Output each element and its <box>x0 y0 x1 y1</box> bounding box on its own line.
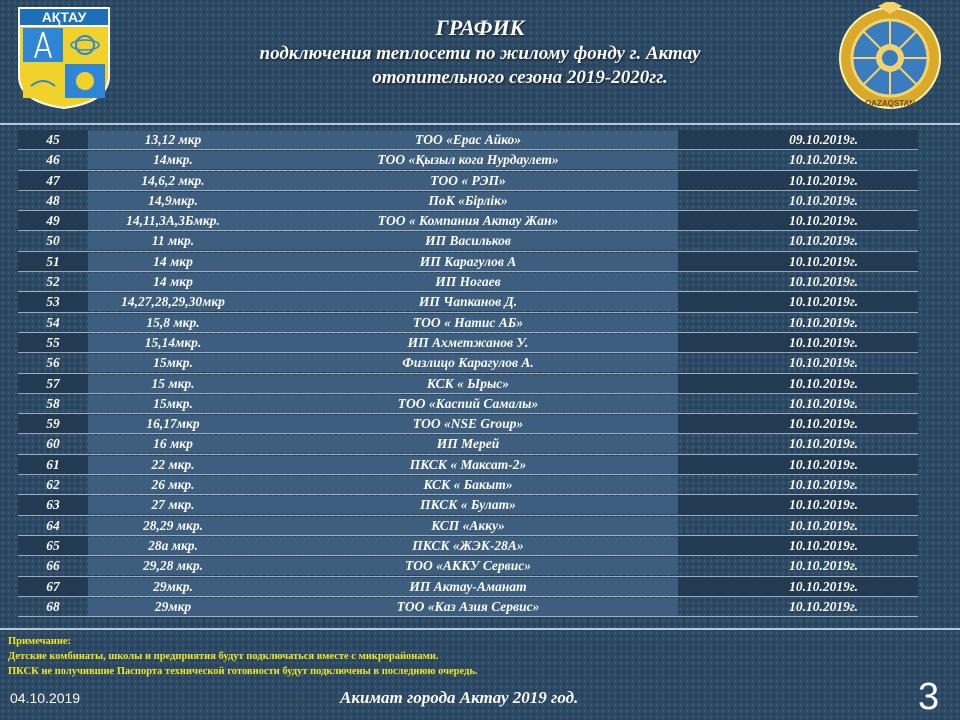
row-number: 67 <box>18 577 88 597</box>
table-row <box>18 556 918 576</box>
table-row <box>18 231 918 251</box>
row-organization: ТОО «Ерас Айко» <box>258 131 678 149</box>
row-organization: ТОО «Каспий Самалы» <box>258 395 678 413</box>
row-microdistrict: 22 мкр. <box>88 456 258 474</box>
row-organization: ИП Ахметжанов У. <box>258 334 678 352</box>
row-date: 10.10.2019г. <box>678 536 918 556</box>
row-microdistrict: 15,8 мкр. <box>88 314 258 332</box>
row-organization: Физлицо Карагулов А. <box>258 354 678 372</box>
row-date: 10.10.2019г. <box>789 233 858 249</box>
footer-title: Акимат города Актау 2019 год. <box>340 688 579 707</box>
row-microdistrict: 14,27,28,29,30мкр <box>88 293 258 311</box>
row-date: 10.10.2019г. <box>789 517 858 533</box>
row-organization: КСК « Бакыт» <box>258 476 678 494</box>
row-organization: ТОО «NSE Group» <box>258 415 678 433</box>
row-date: 10.10.2019г. <box>678 252 918 272</box>
row-number: 62 <box>46 477 60 493</box>
row-microdistrict: 11 мкр. <box>88 232 258 250</box>
table-row <box>18 455 918 475</box>
row-date: 09.10.2019г. <box>678 130 918 150</box>
row-number: 60 <box>46 436 60 452</box>
row-date: 10.10.2019г. <box>789 192 858 208</box>
row-microdistrict: 29мкр. <box>88 578 258 596</box>
row-number: 61 <box>18 455 88 475</box>
table-row <box>18 150 918 170</box>
page-subtitle: подключения теплосети по жилому фонду г. Актау <box>259 43 701 64</box>
row-microdistrict: 28а мкр. <box>88 537 258 555</box>
row-organization: ТОО « Натис АБ» <box>258 314 678 332</box>
row-number: 54 <box>46 314 60 330</box>
row-organization: ТОО « РЭП» <box>258 172 678 190</box>
title-block <box>150 14 810 90</box>
table-row <box>18 475 918 495</box>
aktau-city-emblem <box>15 6 113 110</box>
row-date: 10.10.2019г. <box>789 436 858 452</box>
row-organization: ТОО «АККУ Сервис» <box>258 557 678 575</box>
row-number: 63 <box>18 495 88 515</box>
row-date: 10.10.2019г. <box>678 495 918 515</box>
row-organization: ИП Мерей <box>258 435 678 453</box>
row-organization: ИП Васильков <box>258 232 678 250</box>
row-number: 45 <box>18 130 88 150</box>
table-row <box>18 577 918 597</box>
row-microdistrict: 15мкр. <box>88 354 258 372</box>
row-organization: ИП Карагулов А <box>258 253 678 271</box>
row-date: 10.10.2019г. <box>789 395 858 411</box>
row-date: 10.10.2019г. <box>789 152 858 168</box>
footer-date: 04.10.2019 <box>10 690 81 706</box>
table-row <box>18 171 918 191</box>
row-number: 53 <box>18 292 88 312</box>
row-date: 10.10.2019г. <box>789 314 858 330</box>
table-row <box>18 292 918 312</box>
emblem-caption: QAZAQSTAN <box>864 99 916 108</box>
row-number: 58 <box>46 395 60 411</box>
row-organization: ПКСК «ЖЭК-28А» <box>258 537 678 555</box>
row-microdistrict: 16,17мкр <box>88 415 258 433</box>
table-row <box>18 536 918 556</box>
row-microdistrict: 14,6,2 мкр. <box>88 172 258 190</box>
row-number: 52 <box>46 274 60 290</box>
row-organization: ТОО «Каз Азия Сервис» <box>258 598 678 616</box>
row-organization: ИП Актау-Аманат <box>258 578 678 596</box>
table-row <box>18 313 918 333</box>
row-microdistrict: 13,12 мкр <box>88 131 258 149</box>
page-title: ГРАФИК <box>435 15 525 40</box>
row-number: 56 <box>46 355 60 371</box>
page-number: 3 <box>918 676 940 718</box>
row-microdistrict: 15мкр. <box>88 395 258 413</box>
table-row <box>18 414 918 434</box>
row-number: 64 <box>46 517 60 533</box>
row-number: 65 <box>18 536 88 556</box>
row-date: 10.10.2019г. <box>678 414 918 434</box>
row-microdistrict: 29мкр <box>88 598 258 616</box>
notes-block <box>8 634 908 679</box>
row-microdistrict: 14,11,3А,3Бмкр. <box>88 212 258 230</box>
table-row <box>18 434 918 454</box>
row-number: 55 <box>18 333 88 353</box>
row-date: 10.10.2019г. <box>678 455 918 475</box>
emblem-text: АҚТАУ <box>41 9 87 25</box>
table-row <box>18 333 918 353</box>
table-row <box>18 597 918 617</box>
row-microdistrict: 15,14мкр. <box>88 334 258 352</box>
divider-top <box>0 123 960 125</box>
row-organization: ТОО « Компания Актау Жан» <box>258 212 678 230</box>
row-number: 46 <box>46 152 60 168</box>
table-row <box>18 272 918 292</box>
row-date: 10.10.2019г. <box>678 211 918 231</box>
row-date: 10.10.2019г. <box>789 477 858 493</box>
row-date: 10.10.2019г. <box>678 292 918 312</box>
row-microdistrict: 28,29 мкр. <box>88 517 258 535</box>
row-separator <box>18 616 918 617</box>
table-row <box>18 252 918 272</box>
row-number: 50 <box>46 233 60 249</box>
notes-title: Примечание: <box>8 636 72 647</box>
kazakhstan-state-emblem <box>838 2 942 114</box>
row-organization: ИП Чапканов Д. <box>258 293 678 311</box>
table-row <box>18 394 918 414</box>
table-row <box>18 130 918 150</box>
row-date: 10.10.2019г. <box>678 333 918 353</box>
row-number: 48 <box>46 192 60 208</box>
table-row <box>18 516 918 536</box>
row-number: 66 <box>46 558 60 574</box>
row-date: 10.10.2019г. <box>678 374 918 394</box>
row-microdistrict: 14мкр. <box>88 151 258 169</box>
row-organization: ТОО «Қызыл кога Нурдаулет» <box>258 151 678 169</box>
row-microdistrict: 26 мкр. <box>88 476 258 494</box>
schedule-table <box>18 130 918 617</box>
row-organization: ПКСК « Максат-2» <box>258 456 678 474</box>
row-organization: ПКСК « Булат» <box>258 496 678 514</box>
row-date: 10.10.2019г. <box>678 171 918 191</box>
row-date: 10.10.2019г. <box>678 577 918 597</box>
row-organization: ИП Ногаев <box>258 273 678 291</box>
row-number: 59 <box>18 414 88 434</box>
table-row <box>18 495 918 515</box>
table-row <box>18 211 918 231</box>
row-organization: КСК « Ырыс» <box>258 375 678 393</box>
row-date: 10.10.2019г. <box>789 274 858 290</box>
row-microdistrict: 14,9мкр. <box>88 192 258 210</box>
notes-line-1: Детские комбинаты, школы и предприятия будут подключаться вместе с микрорайонами. <box>8 651 439 662</box>
row-number: 49 <box>18 211 88 231</box>
notes-line-2: ПКСК не получившие Паспорта технической готовности будут подключены в последнюю очередь. <box>8 666 478 677</box>
row-organization: КСП «Акку» <box>258 517 678 535</box>
season-subtitle: отопительного сезона 2019-2020гг. <box>372 67 668 88</box>
table-row <box>18 353 918 373</box>
row-organization: ПоК «Бірлік» <box>258 192 678 210</box>
divider-bottom <box>0 628 960 630</box>
header <box>0 0 960 122</box>
row-date: 10.10.2019г. <box>789 355 858 371</box>
row-microdistrict: 14 мкр <box>88 253 258 271</box>
row-microdistrict: 29,28 мкр. <box>88 557 258 575</box>
row-number: 68 <box>46 598 60 614</box>
row-microdistrict: 15 мкр. <box>88 375 258 393</box>
row-date: 10.10.2019г. <box>789 598 858 614</box>
row-microdistrict: 16 мкр <box>88 435 258 453</box>
row-microdistrict: 14 мкр <box>88 273 258 291</box>
row-number: 47 <box>18 171 88 191</box>
row-number: 51 <box>18 252 88 272</box>
row-microdistrict: 27 мкр. <box>88 496 258 514</box>
table-row <box>18 374 918 394</box>
row-date: 10.10.2019г. <box>789 558 858 574</box>
row-number: 57 <box>18 374 88 394</box>
table-row <box>18 191 918 211</box>
